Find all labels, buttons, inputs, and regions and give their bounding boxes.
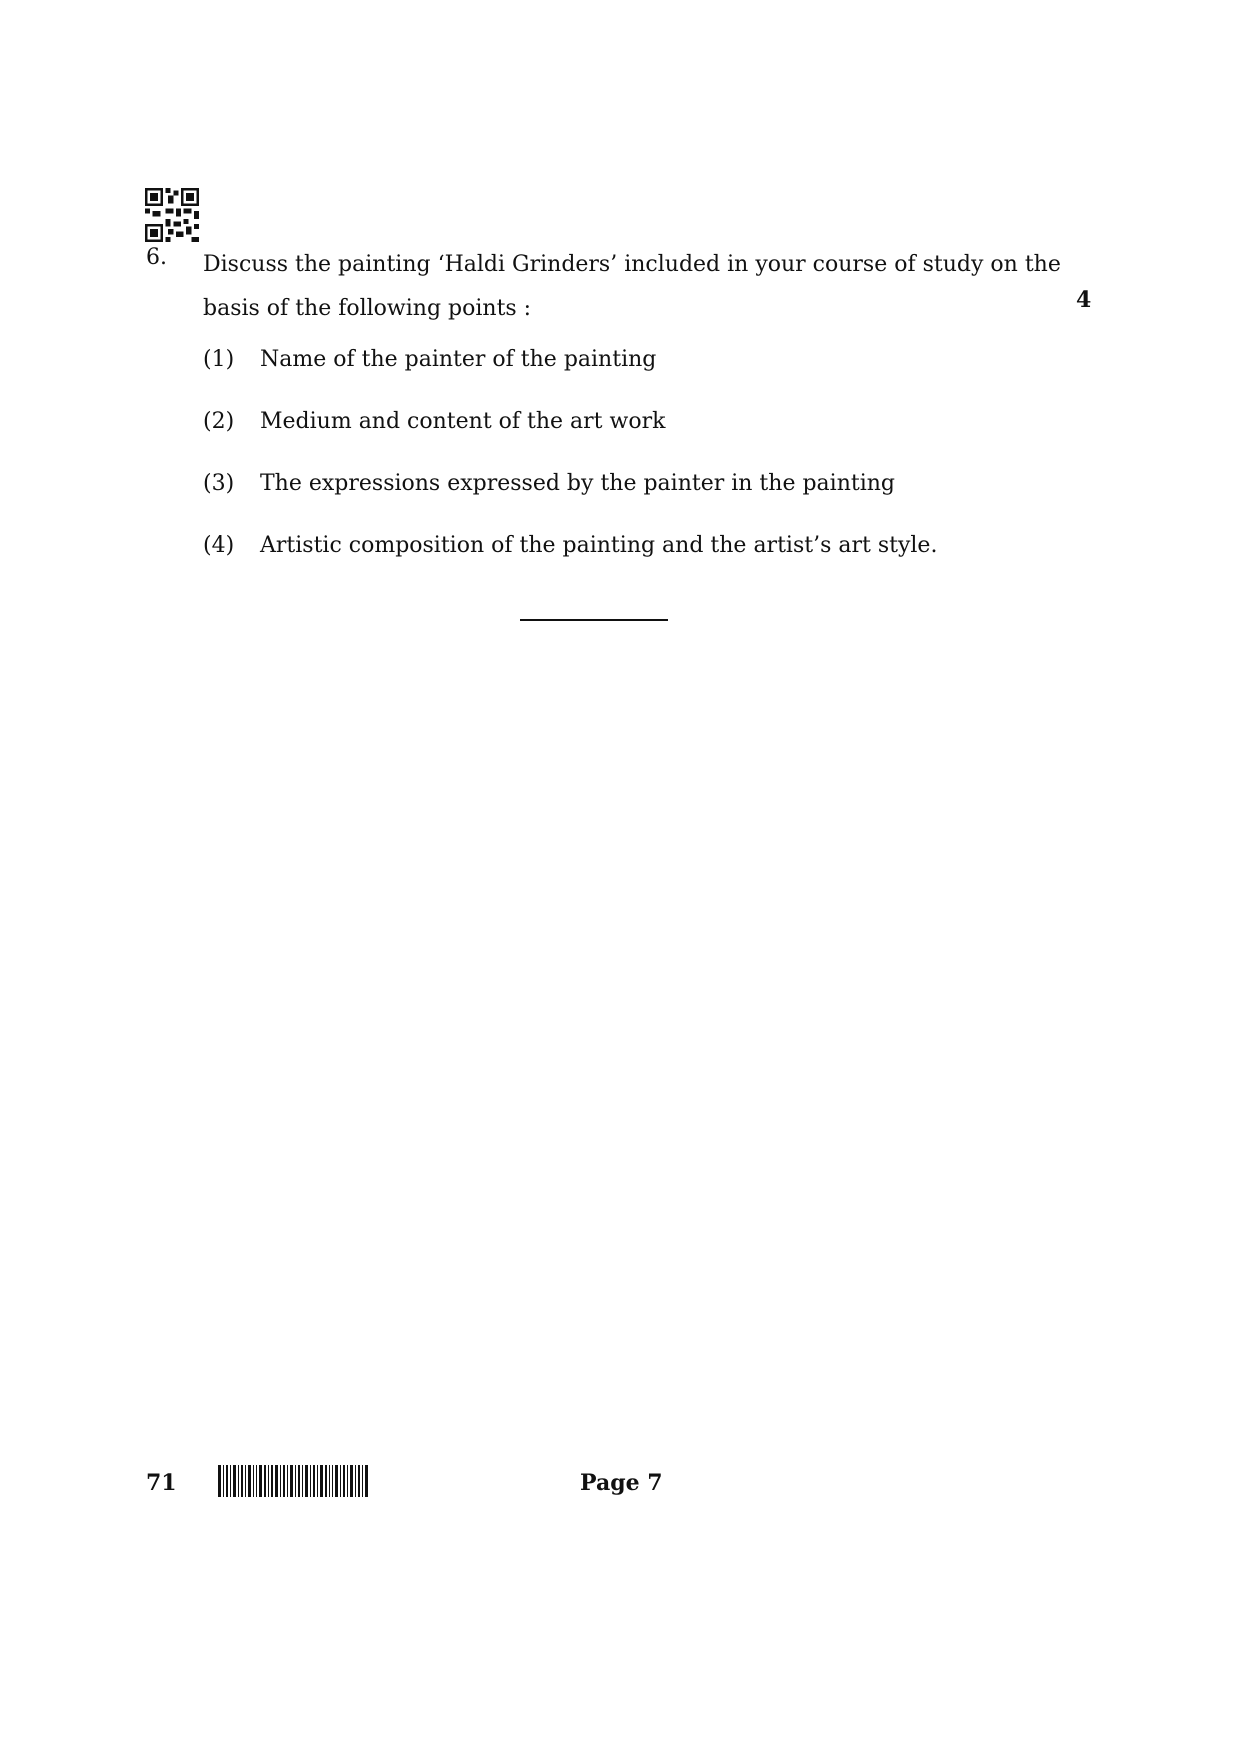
barcode-icon bbox=[218, 1465, 370, 1497]
point-number: (2) bbox=[203, 409, 235, 434]
point-text: Artistic composition of the painting and the artist’s art style. bbox=[260, 533, 938, 558]
page-number: Page 7 bbox=[580, 1470, 663, 1496]
point-text: Name of the painter of the painting bbox=[260, 347, 657, 372]
paper-code: 71 bbox=[146, 1470, 177, 1496]
point-number: (4) bbox=[203, 533, 235, 558]
end-divider bbox=[520, 619, 668, 621]
question-number: 6. bbox=[146, 245, 167, 270]
question-points bbox=[203, 347, 937, 595]
qr-code-icon bbox=[145, 188, 199, 242]
point-item bbox=[203, 471, 937, 533]
point-item bbox=[203, 347, 937, 409]
point-number: (3) bbox=[203, 471, 235, 496]
question-text: Discuss the painting ‘Haldi Grinders’ included in your course of study on the basis of the following points : bbox=[203, 252, 1061, 321]
point-item bbox=[203, 533, 937, 595]
point-text: The expressions expressed by the painter in the painting bbox=[260, 471, 895, 496]
point-text: Medium and content of the art work bbox=[260, 409, 666, 434]
point-item bbox=[203, 409, 937, 471]
point-number: (1) bbox=[203, 347, 235, 372]
question-marks: 4 bbox=[1076, 287, 1092, 313]
